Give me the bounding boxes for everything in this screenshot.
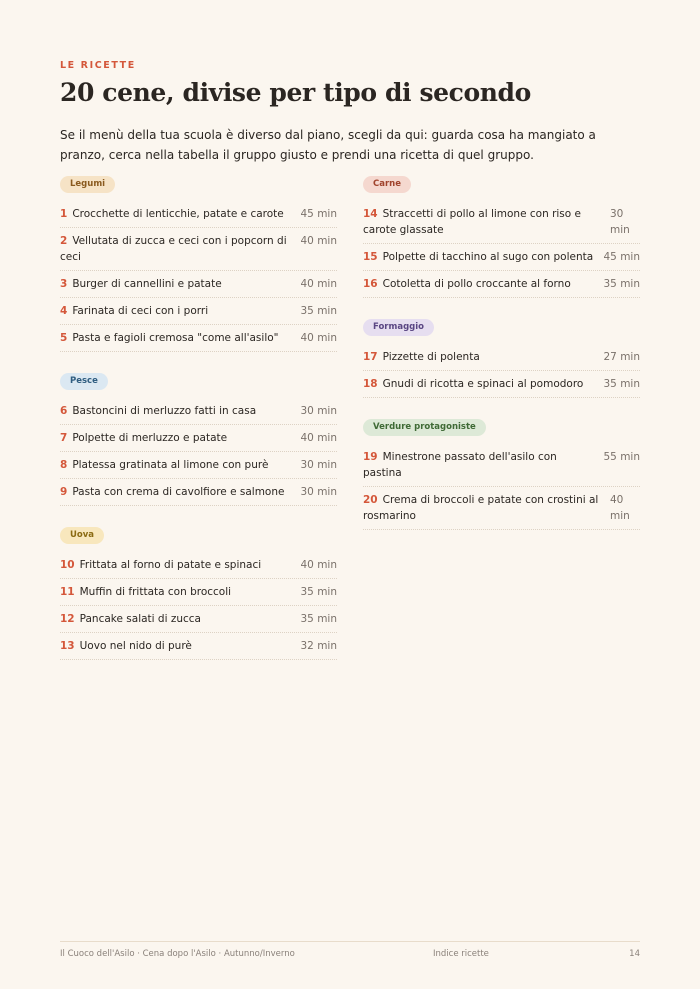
intro-paragraph: Se il menù della tua scuola è diverso dal piano, scegli da qui: guarda cosa ha mangiato a pranzo, cerca nella tabella il gruppo giusto e prendi una ricetta di quel gruppo.: [60, 128, 596, 162]
recipe-entry: [60, 233, 301, 265]
recipe-name: Polpette di tacchino al sugo con polenta: [382, 251, 594, 263]
recipe-name: Uovo nel nido di purè: [79, 640, 192, 652]
recipe-time: 35 min: [603, 278, 640, 290]
recipe-name: Farinata di ceci con i porri: [72, 305, 209, 317]
recipe-row: [60, 606, 337, 633]
recipe-number: 15: [363, 251, 378, 263]
right-column: [363, 171, 640, 546]
recipe-entry: [60, 584, 301, 600]
recipe-row: [60, 479, 337, 506]
recipe-number: 16: [363, 278, 378, 290]
recipe-entry: [363, 276, 604, 292]
recipe-row: [363, 344, 640, 371]
recipe-name: Minestrone passato dell'asilo con pastina: [363, 451, 557, 479]
recipe-number: 8: [60, 459, 68, 471]
category-tag-uova: Uova: [60, 527, 104, 544]
page-footer: [60, 941, 640, 959]
recipe-row: [363, 271, 640, 298]
recipe-row: [60, 398, 337, 425]
recipe-name: Frittata al forno di patate e spinaci: [79, 559, 262, 571]
recipe-time: 30 min: [300, 486, 337, 498]
recipe-row: [363, 201, 640, 244]
recipe-number: 4: [60, 305, 68, 317]
recipe-entry: [363, 376, 604, 392]
group-legumi: [60, 171, 337, 352]
recipe-entry: [363, 349, 604, 365]
recipe-row: [60, 452, 337, 479]
recipe-row: [60, 552, 337, 579]
category-tag-verdure: Verdure protagoniste: [363, 419, 486, 436]
recipe-entry: [60, 330, 301, 346]
recipe-entry: [60, 276, 301, 292]
recipe-time: 40 min: [610, 494, 630, 522]
group-uova: [60, 522, 337, 660]
recipe-time: 35 min: [603, 378, 640, 390]
recipe-entry: [363, 249, 604, 265]
recipe-number: 13: [60, 640, 75, 652]
recipe-number: 3: [60, 278, 68, 290]
recipe-name: Vellutata di zucca e ceci con i popcorn di ceci: [60, 235, 287, 263]
footer-section: Indice ricette: [433, 949, 489, 959]
footer-book-title: Il Cuoco dell'Asilo · Cena dopo l'Asilo · Autunno/Inverno: [60, 949, 295, 959]
recipe-row: [363, 244, 640, 271]
category-tag-pesce: Pesce: [60, 373, 108, 390]
recipe-time: 55 min: [603, 451, 640, 463]
recipe-row: [60, 201, 337, 228]
recipe-time: 40 min: [300, 235, 337, 247]
recipe-entry: [60, 303, 301, 319]
recipe-entry: [60, 557, 301, 573]
recipe-name: Pasta e fagioli cremosa "come all'asilo": [72, 332, 279, 344]
recipe-entry: [60, 430, 301, 446]
recipe-name: Crema di broccoli e patate con crostini al rosmarino: [363, 494, 599, 522]
recipe-time: 40 min: [300, 559, 337, 571]
recipe-name: Polpette di merluzzo e patate: [72, 432, 228, 444]
recipe-time: 40 min: [300, 278, 337, 290]
section-kicker: LE RICETTE: [60, 60, 136, 71]
recipe-number: 9: [60, 486, 68, 498]
recipe-time: 45 min: [300, 208, 337, 220]
recipe-time: 27 min: [603, 351, 640, 363]
category-tag-legumi: Legumi: [60, 176, 115, 193]
recipe-name: Pasta con crema di cavolfiore e salmone: [72, 486, 285, 498]
recipe-entry: [60, 457, 301, 473]
recipe-number: 2: [60, 235, 68, 247]
recipe-row: [60, 228, 337, 271]
recipe-number: 14: [363, 208, 378, 220]
group-verdure: [363, 414, 640, 530]
page-title: 20 cene, divise per tipo di secondo: [60, 78, 531, 107]
page: [60, 0, 640, 989]
recipe-row: [60, 271, 337, 298]
recipe-number: 20: [363, 494, 378, 506]
group-formaggio: [363, 314, 640, 398]
recipe-number: 1: [60, 208, 68, 220]
recipe-time: 40 min: [300, 332, 337, 344]
recipe-name: Platessa gratinata al limone con purè: [72, 459, 269, 471]
recipe-number: 5: [60, 332, 68, 344]
group-pesce: [60, 368, 337, 506]
recipe-name: Cotoletta di pollo croccante al forno: [382, 278, 571, 290]
recipe-number: 17: [363, 351, 378, 363]
recipe-entry: [60, 403, 301, 419]
category-tag-carne: Carne: [363, 176, 411, 193]
recipe-time: 32 min: [300, 640, 337, 652]
recipe-entry: [363, 206, 610, 238]
recipe-time: 45 min: [603, 251, 640, 263]
recipe-entry: [363, 492, 610, 524]
recipe-row: [363, 487, 640, 530]
recipe-entry: [60, 611, 301, 627]
recipe-name: Burger di cannellini e patate: [72, 278, 222, 290]
recipe-number: 11: [60, 586, 75, 598]
recipe-entry: [60, 484, 301, 500]
recipe-row: [60, 325, 337, 352]
recipe-number: 12: [60, 613, 75, 625]
recipe-number: 18: [363, 378, 378, 390]
recipe-row: [60, 579, 337, 606]
page-number: 14: [629, 949, 640, 959]
recipe-number: 6: [60, 405, 68, 417]
recipe-row: [60, 425, 337, 452]
recipe-row: [60, 298, 337, 325]
left-column: [60, 171, 337, 676]
recipe-number: 19: [363, 451, 378, 463]
recipe-entry: [60, 638, 301, 654]
recipe-name: Muffin di frittata con broccoli: [79, 586, 232, 598]
recipe-number: 7: [60, 432, 68, 444]
recipe-entry: [363, 449, 604, 481]
recipe-number: 10: [60, 559, 75, 571]
group-carne: [363, 171, 640, 298]
recipe-name: Pizzette di polenta: [382, 351, 480, 363]
recipe-name: Pancake salati di zucca: [79, 613, 201, 625]
recipe-time: 35 min: [300, 586, 337, 598]
recipe-name: Straccetti di pollo al limone con riso e carote glassate: [363, 208, 582, 236]
recipe-entry: [60, 206, 301, 222]
recipe-name: Crocchette di lenticchie, patate e carote: [72, 208, 284, 220]
recipe-name: Gnudi di ricotta e spinaci al pomodoro: [382, 378, 584, 390]
recipe-time: 40 min: [300, 432, 337, 444]
recipe-row: [363, 444, 640, 487]
category-tag-formaggio: Formaggio: [363, 319, 434, 336]
recipe-time: 30 min: [300, 405, 337, 417]
recipe-row: [60, 633, 337, 660]
recipe-time: 30 min: [610, 208, 630, 236]
recipe-time: 35 min: [300, 305, 337, 317]
recipe-name: Bastoncini di merluzzo fatti in casa: [72, 405, 257, 417]
recipe-row: [363, 371, 640, 398]
recipe-time: 35 min: [300, 613, 337, 625]
recipe-time: 30 min: [300, 459, 337, 471]
